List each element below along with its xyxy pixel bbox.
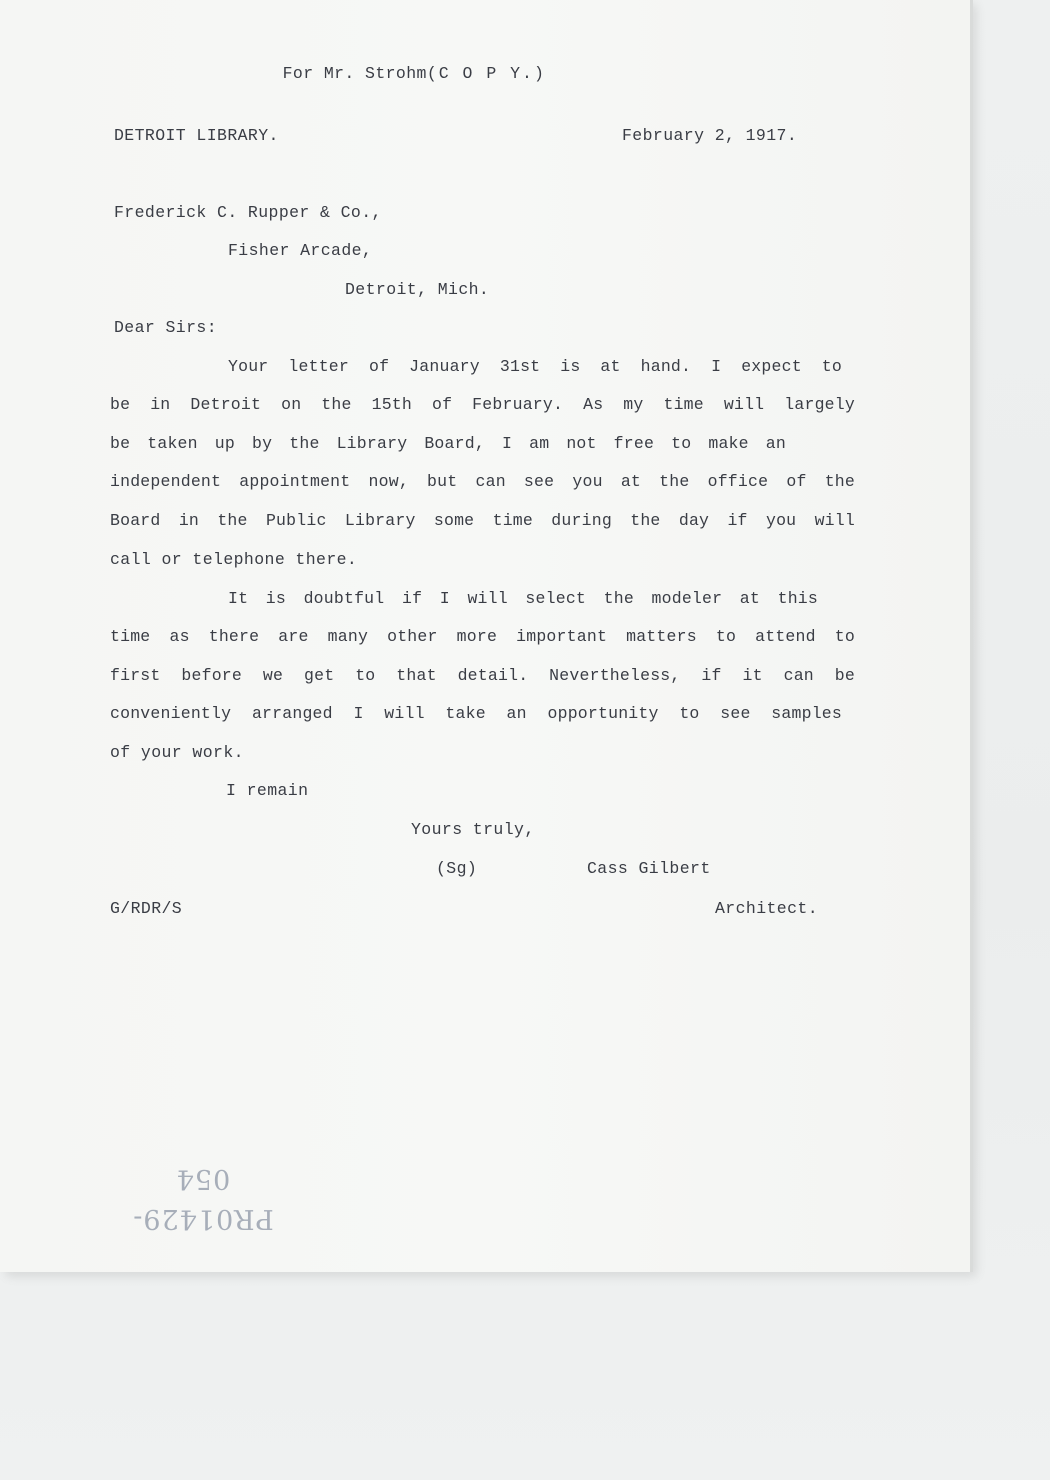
signer-name: Cass Gilbert: [587, 859, 711, 878]
copy-mark: (C O P Y.): [426, 64, 546, 83]
signer-title: Architect.: [715, 899, 819, 918]
subject-line: DETROIT LIBRARY.: [114, 126, 279, 145]
body-line: call or telephone there.: [110, 550, 358, 569]
recipient-note: For Mr. Strohm: [282, 64, 427, 83]
body-line: independent appointment now, but can see you at the office of the: [110, 472, 855, 491]
recipient-street: Fisher Arcade,: [228, 241, 373, 260]
body-line: Board in the Public Library some time during the day if you will: [110, 511, 855, 530]
salutation: Dear Sirs:: [114, 318, 218, 337]
closing-remain: I remain: [226, 781, 309, 800]
body-line: be in Detroit on the 15th of February. As my time will largely: [110, 395, 855, 414]
body-line: be taken up by the Library Board, I am not free to make an: [110, 434, 786, 453]
complimentary-close: Yours truly,: [411, 820, 535, 839]
signed-mark: (Sg): [436, 859, 478, 878]
letter-date: February 2, 1917.: [622, 126, 798, 145]
body-line: conveniently arranged I will take an opportunity to see samples: [110, 704, 842, 723]
body-line: of your work.: [110, 743, 244, 762]
body-line: It is doubtful if I will select the modeler at this: [228, 589, 818, 608]
page-edge: [970, 0, 973, 1272]
body-line: Your letter of January 31st is at hand. I expect to: [228, 357, 842, 376]
header-note: [262, 44, 546, 84]
reference-initials: G/RDR/S: [110, 899, 183, 918]
recipient-city: Detroit, Mich.: [345, 280, 490, 299]
body-line: first before we get to that detail. Nevertheless, if it can be: [110, 666, 855, 685]
archive-stamp: PR01429-054: [132, 1163, 274, 1234]
body-line: time as there are many other more important matters to attend to: [110, 627, 855, 646]
recipient-name: Frederick C. Rupper & Co.,: [114, 203, 382, 222]
